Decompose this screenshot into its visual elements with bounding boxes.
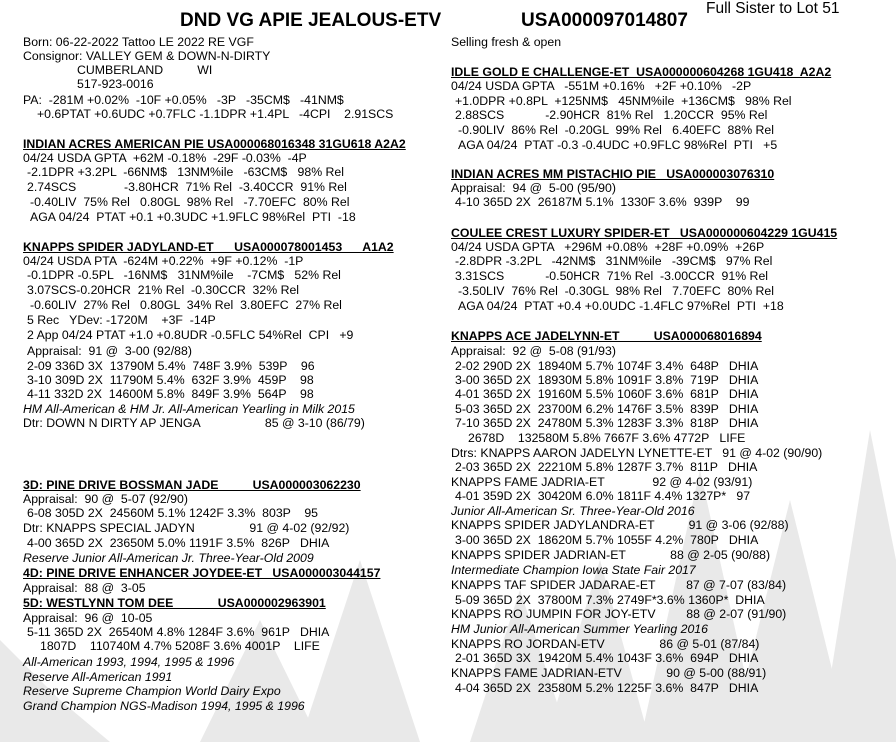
- ggdam-appraisal: Appraisal: 92 @ 5-08 (91/93): [451, 344, 616, 358]
- 5d-award-1: All-American 1993, 1994, 1995 & 1996: [23, 655, 235, 669]
- daughters-award-3: HM Junior All-American Summer Yearling 2016: [451, 622, 708, 636]
- 5d-lifetime: 1807D 110740M 4.7% 5208F 3.6% 4001P LIFE: [40, 639, 320, 653]
- dam-line-6: 2 App 04/24 PTAT +1.0 +0.8UDR -0.5FLC 54%Rel CPI +9: [27, 328, 354, 342]
- selling-status: Selling fresh & open: [451, 35, 562, 49]
- mgs-line-4: -0.90LIV 86% Rel -0.20GL 99% Rel 6.40EFC 88% Rel: [458, 123, 775, 137]
- daughters-line-9: 5-09 365D 2X 37800M 7.3% 2749F*3.6% 1360P* DHIA: [455, 593, 765, 607]
- lot-registration-id: USA000097014807: [521, 10, 688, 31]
- sire-2-line-2: -2.8DPR -3.2PL -42NM$ 31NM%ile -39CM$ 97% Rel: [455, 254, 773, 268]
- daughters-line-12: 2-01 365D 3X 19420M 5.4% 1043F 3.6% 694P DHIA: [455, 651, 759, 665]
- dam-line-1: 04/24 USDA PTA -624M +0.22% +9F +0.12% -1P: [23, 254, 304, 268]
- sire-line-5: AGA 04/24 PTAT +0.1 +0.3UDC +1.9FLC 98%Rel PTI -18: [30, 210, 356, 224]
- mgs-line-5: AGA 04/24 PTAT -0.3 -0.4UDC +0.9FLC 98%Rel PTI +5: [458, 138, 778, 152]
- dam-record-2: 3-10 309D 2X 11790M 5.4% 632F 3.9% 459P 98: [27, 373, 314, 387]
- pa-line-2: +0.6PTAT +0.6UDC +0.7FLC -1.1DPR +1.4PL -4CPI 2.91SCS: [37, 107, 394, 121]
- mgs-line-3: 2.88SCS -2.90HCR 81% Rel 1.20CCR 95% Rel: [455, 108, 768, 122]
- consignor-location: CUMBERLAND WI: [77, 63, 213, 77]
- sire-line-4: -0.40LIV 75% Rel 0.80GL 98% Rel -7.70EFC 80% Rel: [30, 195, 350, 209]
- 3d-heading: 3D: PINE DRIVE BOSSMAN JADE USA000003062230: [23, 478, 361, 492]
- sister-note: Full Sister to Lot 51: [706, 0, 840, 17]
- mgs-line-2: +1.0DPR +0.8PL +125NM$ 45NM%ile +136CM$ 98% Rel: [455, 94, 792, 108]
- dam-line-5: 5 Rec YDev: -1720M +3F -14P: [27, 313, 216, 327]
- granddam-heading: INDIAN ACRES MM PISTACHIO PIE USA000003076310: [451, 167, 775, 181]
- daughters-line-5: KNAPPS SPIDER JADYLANDRA-ET 91 @ 3-06 (92/88): [451, 518, 789, 532]
- granddam-appraisal: Appraisal: 94 @ 5-00 (95/90): [451, 181, 616, 195]
- daughters-line-13: KNAPPS FAME JADRIAN-ETV 90 @ 5-00 (88/91): [451, 666, 767, 680]
- daughters-line-6: 3-00 365D 2X 18620M 5.7% 1055F 4.2% 780P DHIA: [455, 533, 759, 547]
- daughters-line-4: 4-01 359D 2X 30420M 6.0% 1811F 4.4% 1327P* 97: [455, 489, 751, 503]
- mgs-heading: IDLE GOLD E CHALLENGE-ET USA000000604268 1GU418 A2A2: [451, 65, 832, 79]
- ggdam-record-1: 2-02 290D 2X 18940M 5.7% 1074F 3.4% 648P DHIA: [455, 359, 759, 373]
- 4d-appraisal: Appraisal: 88 @ 3-05: [23, 581, 146, 595]
- born-line: Born: 06-22-2022 Tattoo LE 2022 RE VGF: [23, 35, 254, 49]
- daughters-line-3: KNAPPS FAME JADRIA-ET 92 @ 4-02 (93/91): [451, 475, 753, 489]
- sire-2-heading: COULEE CREST LUXURY SPIDER-ET USA000000604229 1GU415: [451, 226, 838, 240]
- sire-2-line-4: -3.50LIV 76% Rel -0.30GL 98% Rel 7.70EFC 80% Rel: [458, 284, 775, 298]
- daughters-line-2: 2-03 365D 2X 22210M 5.8% 1287F 3.7% 811P DHIA: [455, 460, 758, 474]
- lot-title: DND VG APIE JEALOUS-ETV: [180, 10, 442, 31]
- 5d-award-3: Reserve Supreme Champion World Dairy Expo: [23, 684, 281, 698]
- dam-line-2: -0.1DPR -0.5PL -16NM$ 31NM%ile -7CM$ 52% Rel: [27, 268, 341, 282]
- granddam-record: 4-10 365D 2X 26187M 5.1% 1330F 3.6% 939P 99: [455, 195, 750, 209]
- 3d-appraisal: Appraisal: 90 @ 5-07 (92/90): [23, 492, 188, 506]
- daughters-line-1: Dtrs: KNAPPS AARON JADELYN LYNETTE-ET 91 @ 4-02 (90/90): [451, 446, 823, 460]
- mgs-line-1: 04/24 USDA GPTA -551M +0.16% +2F +0.10% -2P: [451, 79, 752, 93]
- 5d-award-4: Grand Champion NGS-Madison 1994, 1995 & 1996: [23, 699, 305, 713]
- sire-line-1: 04/24 USDA GPTA +62M -0.18% -29F -0.03% -4P: [23, 151, 307, 165]
- 3d-award: Reserve Junior All-American Jr. Three-Year-Old 2009: [23, 551, 314, 565]
- 5d-award-2: Reserve All-American 1991: [23, 670, 173, 684]
- ggdam-record-5: 7-10 365D 2X 24780M 5.3% 1283F 3.3% 818P DHIA: [455, 416, 759, 430]
- sire-heading: INDIAN ACRES AMERICAN PIE USA000068016348 31GU618 A2A2: [23, 137, 406, 151]
- sire-2-line-1: 04/24 USDA GPTA +296M +0.08% +28F +0.09% +26P: [451, 240, 765, 254]
- sire-2-line-3: 3.31SCS -0.50HCR 71% Rel -3.00CCR 91% Rel: [455, 269, 769, 283]
- daughters-line-7: KNAPPS SPIDER JADRIAN-ET 88 @ 2-05 (90/88): [451, 548, 771, 562]
- dam-daughter: Dtr: DOWN N DIRTY AP JENGA 85 @ 3-10 (86/79): [23, 416, 365, 430]
- ggdam-record-3: 4-01 365D 2X 19160M 5.5% 1060F 3.6% 681P DHIA: [455, 387, 759, 401]
- sire-line-2: -2.1DPR +3.2PL -66NM$ 13NM%ile -63CM$ 98% Rel: [27, 165, 344, 179]
- ggdam-lifetime: 2678D 132580M 5.8% 7667F 3.6% 4772P LIFE: [468, 431, 746, 445]
- daughters-line-10: KNAPPS RO JUMPIN FOR JOY-ETV 88 @ 2-07 (91/90): [451, 607, 787, 621]
- daughters-line-8: KNAPPS TAF SPIDER JADARAE-ET 87 @ 7-07 (83/84): [451, 578, 787, 592]
- dam-record-3: 4-11 332D 2X 14600M 5.8% 849F 3.9% 564P 98: [27, 387, 314, 401]
- 3d-daughter-record: 4-00 365D 2X 23650M 5.0% 1191F 3.5% 826P DHIA: [27, 536, 330, 550]
- 5d-appraisal: Appraisal: 96 @ 10-05: [23, 611, 153, 625]
- sire-line-3: 2.74SCS -3.80HCR 71% Rel -3.40CCR 91% Rel: [27, 180, 347, 194]
- daughters-award-1: Junior All-American Sr. Three-Year-Old 2016: [451, 504, 695, 518]
- 4d-heading: 4D: PINE DRIVE ENHANCER JOYDEE-ET USA000003044157: [23, 566, 381, 580]
- daughters-line-14: 4-04 365D 2X 23580M 5.2% 1225F 3.6% 847P DHIA: [455, 681, 759, 695]
- 3d-daughter: Dtr: KNAPPS SPECIAL JADYN 91 @ 4-02 (92/92): [23, 521, 350, 535]
- ggdam-record-4: 5-03 365D 2X 23700M 6.2% 1476F 3.5% 839P DHIA: [455, 402, 759, 416]
- dam-line-4: -0.60LIV 27% Rel 0.80GL 34% Rel 3.80EFC 27% Rel: [30, 298, 342, 312]
- ggdam-record-2: 3-00 365D 2X 18930M 5.8% 1091F 3.8% 719P DHIA: [455, 373, 759, 387]
- dam-appraisal: Appraisal: 91 @ 3-00 (92/88): [27, 344, 192, 358]
- dam-award: HM All-American & HM Jr. All-American Yearling in Milk 2015: [23, 402, 355, 416]
- consignor-phone: 517-923-0016: [77, 77, 154, 91]
- ggdam-heading: KNAPPS ACE JADELYNN-ET USA000068016894: [451, 329, 762, 343]
- daughters-award-2: Intermediate Champion Iowa State Fair 2017: [451, 563, 696, 577]
- dam-heading: KNAPPS SPIDER JADYLAND-ET USA000078001453 A1A2: [23, 240, 394, 254]
- pa-line-1: PA: -281M +0.02% -10F +0.05% -3P -35CM$ -41NM$: [23, 93, 344, 107]
- 5d-heading: 5D: WESTLYNN TOM DEE USA000002963901: [23, 596, 326, 610]
- consignor-line: Consignor: VALLEY GEM & DOWN-N-DIRTY: [23, 49, 271, 63]
- daughters-line-11: KNAPPS RO JORDAN-ETV 86 @ 5-01 (87/84): [451, 637, 760, 651]
- sire-2-line-5: AGA 04/24 PTAT +0.4 +0.0UDC -1.4FLC 97%Rel PTI +18: [458, 299, 784, 313]
- 3d-record: 6-08 305D 2X 24560M 5.1% 1242F 3.3% 803P 95: [27, 506, 319, 520]
- dam-line-3: 3.07SCS-0.20HCR 21% Rel -0.30CCR 32% Rel: [27, 283, 300, 297]
- dam-record-1: 2-09 336D 3X 13790M 5.4% 748F 3.9% 539P 96: [27, 359, 315, 373]
- 5d-record: 5-11 365D 2X 26540M 4.8% 1284F 3.6% 961P DHIA: [27, 625, 330, 639]
